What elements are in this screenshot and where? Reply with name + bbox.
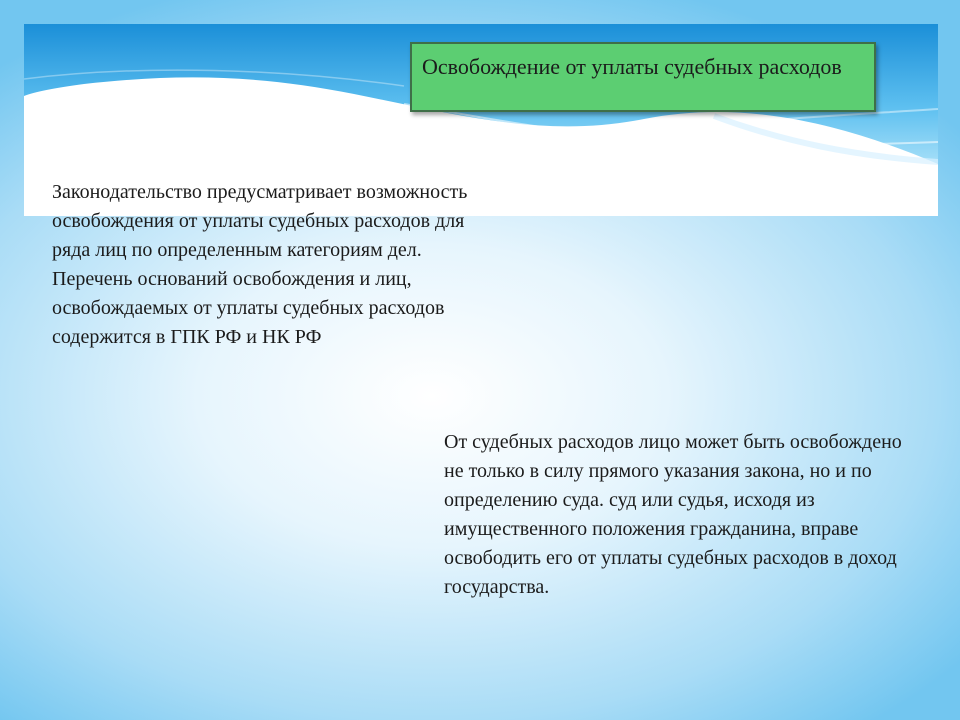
- slide-title: Освобождение от уплаты судебных расходов: [410, 42, 876, 112]
- paragraph-court-exemption: От судебных расходов лицо может быть освобождено не только в силу прямого указания закона, но и по определению суда. суд или судья, исходя из имущественного положения гражданина, вправе освободить его от уплаты судебных расходов в доход государства.: [444, 431, 902, 598]
- paragraph-legislation: Законодательство предусматривает возможность освобождения от уплаты судебных расходов для ряда лиц по определенным категориям дел. Перечень оснований освобождения и лиц, освобождаемых от уплаты судебных расходов содержится в ГПК РФ и НК РФ: [52, 181, 468, 348]
